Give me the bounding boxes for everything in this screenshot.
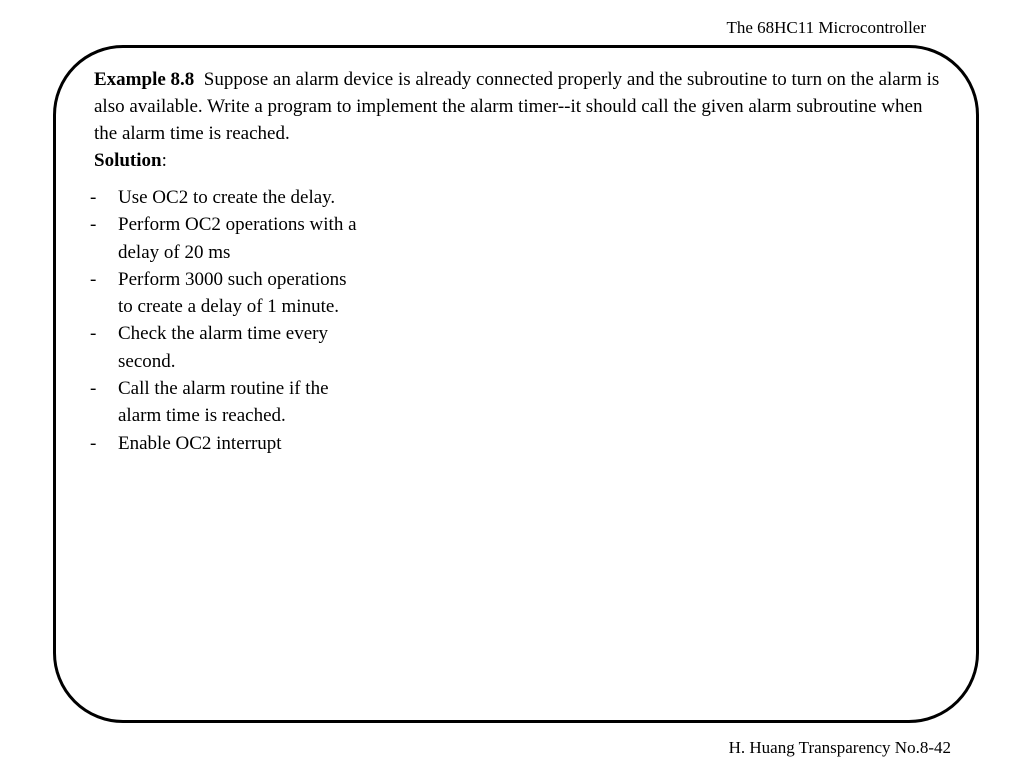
bullet-text: Use OC2 to create the delay.: [118, 187, 336, 208]
solution-colon: :: [161, 150, 167, 171]
bullet-dash: -: [90, 214, 97, 236]
list-item: [88, 184, 358, 211]
list-item: [88, 320, 358, 375]
example-label: Example 8.8: [94, 69, 195, 90]
bullet-dash: -: [90, 432, 97, 454]
bullet-dash: -: [90, 323, 97, 345]
header-title: The 68HC11 Microcontroller: [726, 18, 926, 37]
bullet-text: Perform 3000 such operations to create a delay of 1 minute.: [118, 268, 347, 318]
solution-heading: [94, 147, 167, 174]
bullet-text: Check the alarm time every second.: [118, 323, 328, 372]
example-text: Suppose an alarm device is already connected properly and the subroutine to turn on the alarm is also available. Write a program to implement the alarm timer--it should call the given alarm subroutine when the alarm time is reached.: [94, 69, 940, 144]
list-item: [88, 375, 358, 430]
bullet-dash: -: [90, 187, 97, 208]
bullet-text: Perform OC2 operations with a delay of 20 ms: [118, 214, 357, 263]
list-item: [88, 266, 358, 321]
footer-text: H. Huang Transparency No.8-42: [728, 738, 951, 757]
bullet-dash: -: [90, 268, 97, 290]
bullet-dash: -: [90, 378, 97, 400]
list-item: [88, 430, 358, 457]
bullet-text: Enable OC2 interrupt: [118, 432, 282, 454]
bullet-text: Call the alarm routine if the alarm time is reached.: [118, 378, 329, 427]
example-paragraph: [94, 66, 944, 147]
solution-bullet-list: [88, 184, 358, 457]
solution-label: Solution: [94, 150, 162, 171]
list-item: [88, 211, 358, 266]
